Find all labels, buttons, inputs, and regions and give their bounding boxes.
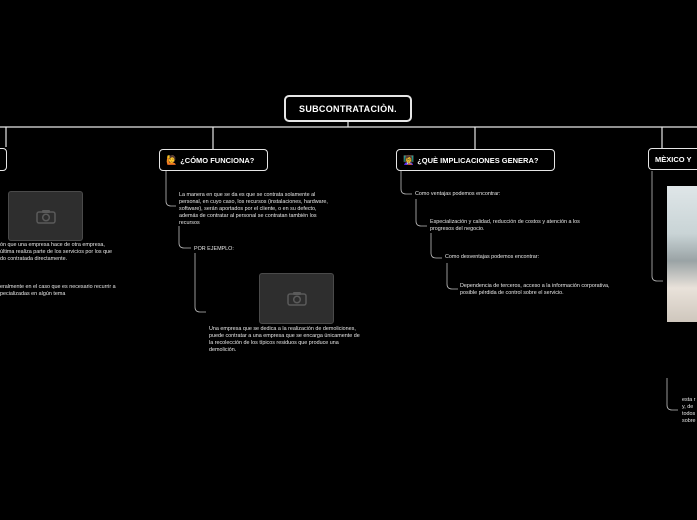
root-label: SUBCONTRATACIÒN.: [299, 103, 397, 114]
mexico-text-1: esta r y, de todos sobre: [682, 397, 696, 424]
branch-node-como-funciona[interactable]: [159, 149, 268, 171]
raising-hand-icon: 🙋: [166, 154, 178, 165]
como-text-3: Una empresa que se dedica a la realización de demoliciones, puede contratar a una empresa que se encarga únicamente de la recolección de los típicos residuos que produce una demolición.: [209, 326, 360, 353]
branch-node-que-implicaciones[interactable]: [396, 149, 555, 171]
branch-label-que-implicaciones: ¿QUÈ IMPLICACIONES GENERA?: [417, 155, 539, 165]
image-placeholder-demolicion: [259, 273, 334, 324]
root-node[interactable]: [284, 95, 412, 122]
mexico-photo: [667, 186, 697, 322]
que-text-ventajas: Como ventajas podemos encontrar:: [415, 191, 501, 197]
image-placeholder-left: [8, 191, 83, 241]
branch-label-como-funciona: ¿CÓMO FUNCIONA?: [180, 155, 255, 165]
como-text-1: La manera en que se da es que se contrata solamente al personal, en cuyo caso, los recursos (instalaciones, hardware, software), serán aportados por el cliente, o en su defecto, además de contratar al personal se contratan también los recursos: [179, 192, 328, 226]
branch-node-mexico[interactable]: [648, 148, 697, 170]
como-text-2: POR EJEMPLO:: [194, 246, 234, 252]
que-text-ventajas-detalle: Especialización y calidad, reducción de costos y atención a los progresos del negocio.: [430, 219, 580, 232]
teacher-icon: 👩‍🏫: [403, 154, 415, 165]
branch-node-left[interactable]: [0, 148, 7, 171]
que-text-desventajas: Como desventajas podemos encontrar:: [445, 254, 540, 260]
que-text-desventajas-detalle: Dependencia de terceros, acceso a la información corporativa, posible pérdida de control sobre el servicio.: [460, 283, 610, 296]
left-text-1: ón que una empresa hace de otra empresa, última realiza parte de los servicios por los que do contratada directamente.: [0, 242, 113, 262]
left-text-2: eralmente en el caso que es necesario recurrir a pecializadas en algún tema: [0, 284, 116, 297]
camera-icon: [36, 209, 56, 224]
branch-label-mexico: MÈXICO Y: [655, 154, 692, 164]
camera-icon: [287, 291, 307, 306]
